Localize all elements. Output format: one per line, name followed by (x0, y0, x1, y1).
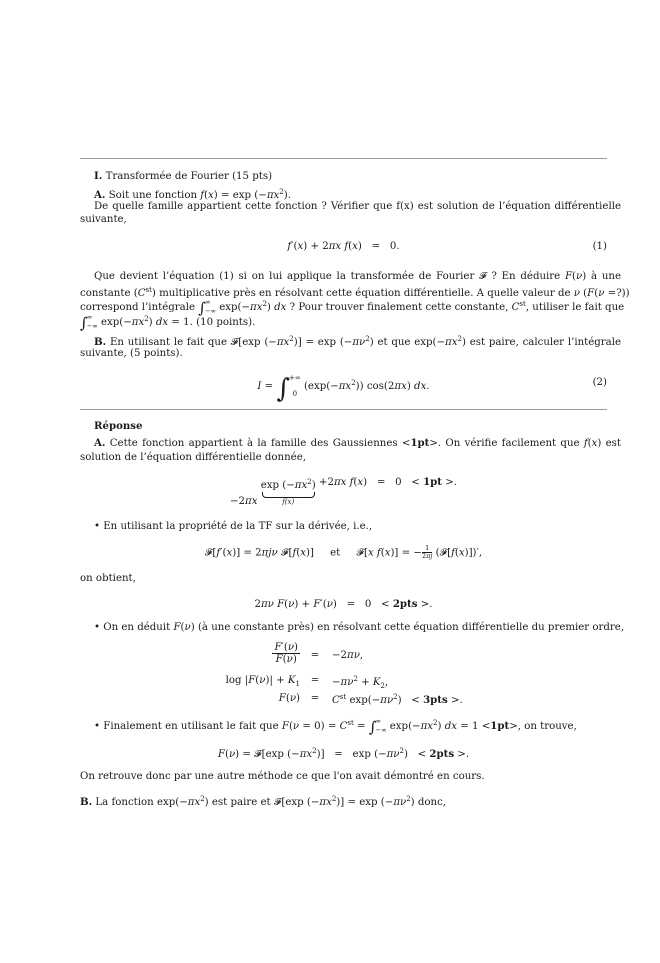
underbrace-label: f(x) (282, 498, 295, 506)
equation-2-number: (2) (592, 377, 607, 388)
question-b-line2: suivante, (5 points). (80, 348, 183, 359)
answer-bullet-2-text: On en déduit F(ν) (à une constante près) en résolvant cette équation différentielle du premier ordre, (103, 622, 625, 633)
question-a-para2-line4: ∫∞ −∞ $\exp(-\pi x^2)$ dx = 1. (10 points). (80, 313, 256, 332)
answer-bullet-1-text: En utilisant la propriété de la TF sur la dérivée, i.e., (103, 521, 373, 532)
answer-bullet-3 (80, 717, 621, 735)
section-heading (80, 170, 621, 183)
bullet-icon: • (94, 721, 101, 732)
question-a-line2: suivante, (80, 214, 127, 225)
question-b-line1: B. En utilisant le fait que 𝓕[exp $(-\pi x^2)] = \exp (-\pi\nu^2)$ et que $\exp(-\pi x^2)$ est paire, calculer l’intégrale (94, 335, 622, 348)
bullet-icon: • (94, 521, 101, 532)
answer-bullet-3-text: Finalement en utilisant le fait que F(ν = 0) = Cst = ∫∞ −∞ $\exp(-\pi x^2)$ dx = 1 <1pt>, on trouve, (103, 717, 577, 736)
section-title: Transformée de Fourier (15 pts) (105, 171, 273, 182)
answer-b-line1: B. La fonction $\exp(-\pi x^2)$ est paire et 𝓕[exp $(-\pi x^2)] = \exp (-\pi\nu^2)$ donc, (80, 795, 447, 808)
top-rule (80, 158, 607, 159)
equation-final: F(ν) = 𝓕[exp $(-\pi x^2)] = \exp (-\pi\nu^2) < 2pts$ >. (217, 747, 470, 760)
answer-a-line1: A. Cette fonction appartient à la famille des Gaussiennes <1pt>. On vérifie facilement que f(x) est (94, 437, 621, 449)
answer-bullet-2 (80, 621, 625, 634)
equation-check: −2πx $\exp (-\pi x^2)$ f(x) +2πx f(x) = 0 < 1pt >. (229, 476, 457, 507)
answer-bullet-1 (80, 520, 621, 533)
derivation-block: $\frac{F'(\nu)}{F(\nu)}$ = −2πν, $\log |F(\nu)| + K_1$ = $-\pi\nu^2 + K_2$, F(ν) = Cst $\exp(-\pi\nu^2) < 3pts$ >. (225, 642, 463, 706)
equation-2-body: I = ∫+∞ 0 $(\exp(-\pi x^2))$ cos(2πx) dx. (257, 374, 430, 404)
question-a-label: A. (94, 189, 106, 201)
equation-1-body: f′(x) + 2πx f(x) = 0. (287, 241, 400, 252)
answer-a-label: A. (94, 437, 106, 449)
equation-2 (80, 370, 607, 404)
answer-a-line2: solution de l’équation différentielle donnée, (80, 452, 306, 463)
equation-1 (80, 240, 607, 253)
answer-rule (80, 409, 607, 410)
answer-heading-text: Réponse (94, 420, 143, 432)
underbrace-group: $\exp (-\pi x^2)$ f(x) (260, 478, 316, 506)
question-a-intro-text: Soit une fonction $f(x) = \exp (-\pi x^2)$. (108, 188, 291, 201)
answer-heading (80, 420, 621, 433)
equation-tf-properties: 𝓕[f′(x)] = 2πjν 𝓕[f(x)] et 𝓕[x f(x)] = − $\frac{1}{2\pi j}$ (𝓕[f(x)])′, (204, 544, 483, 560)
answer-conclusion: On retrouve donc par une autre méthode ce que l'on avait démontré en cours. (80, 771, 485, 782)
question-b-label: B. (94, 336, 107, 348)
question-a-para2-line3: correspond l’intégrale ∫∞ −∞ $\exp(-\pi x^2)$ dx ? Pour trouver finalement cette constante, Cst, utiliser le fait que (80, 298, 625, 317)
question-a-para2-line1: Que devient l’équation (1) si on lui applique la transformée de Fourier 𝓕 ? En déduire F(ν) à une (94, 271, 621, 282)
equation-1-number: (1) (592, 241, 607, 252)
question-a-line1: De quelle famille appartient cette fonction ? Vérifier que f(x) est solution de l’équation différentielle (94, 201, 621, 212)
answer-obtain: on obtient, (80, 573, 136, 584)
answer-b-label: B. (80, 796, 93, 808)
question-a-para2-line2: constante (Cst) multiplicative près en résolvant cette équation différentielle. A quelle valeur de ν (F(ν =?)) (80, 286, 630, 299)
bullet-icon: • (94, 622, 101, 633)
section-number: I. (94, 170, 103, 182)
equation-transformed: 2πν F(ν) + F′(ν) = 0 < 2pts >. (254, 598, 433, 610)
